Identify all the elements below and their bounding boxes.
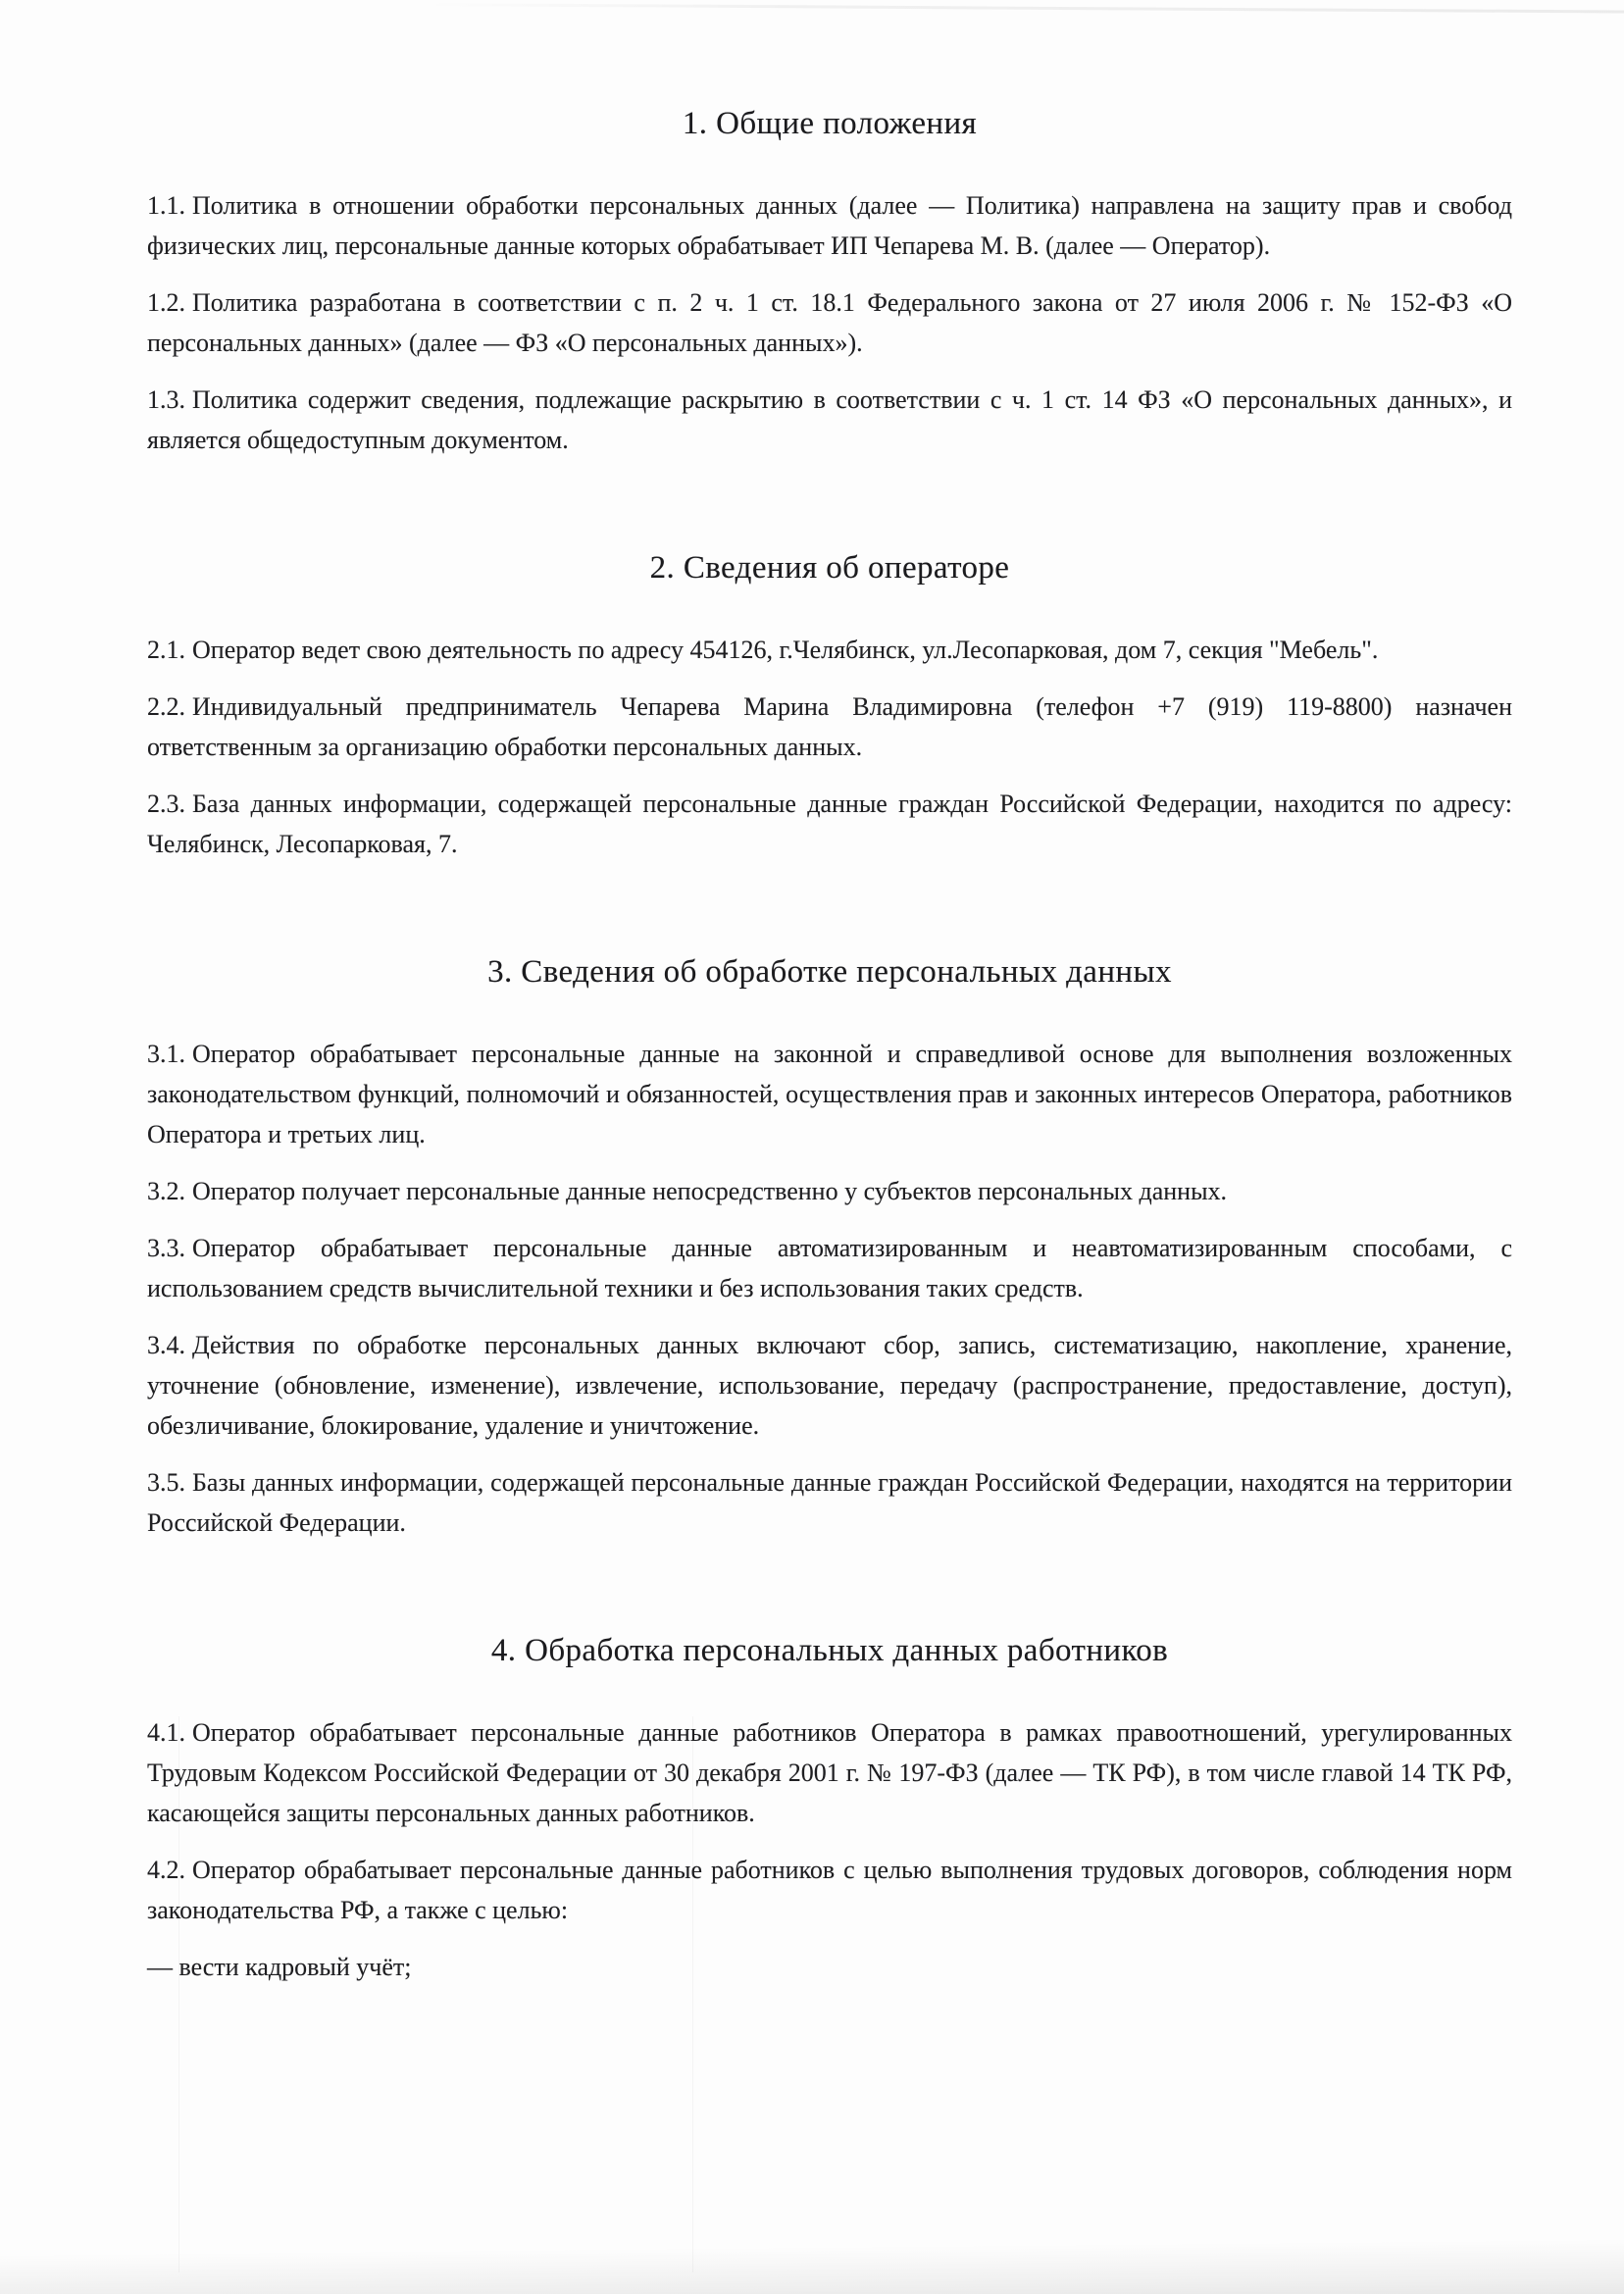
paragraph-text: Политика в отношении обработки персональных данных (далее — Политика) направлена на защиту прав и свобод физических лиц, персональные данные которых обрабатывает ИП Чепарева М. В. (далее — Оператор). [147,191,1512,260]
paragraph-text: Оператор обрабатывает персональные данные автоматизированным и неавтоматизированным способами, с использованием средств вычислительной техники и без использования таких средств. [147,1234,1512,1302]
paragraph [147,1171,1512,1211]
paragraph-text: Оператор обрабатывает персональные данные работников с целью выполнения трудовых договоров, соблюдения норм законодательства РФ, а также с целью: [147,1856,1512,1924]
section-heading: 2. Сведения об операторе [649,550,1010,586]
paragraph-number: 4.1. [147,1718,185,1747]
paragraph [147,1850,1512,1930]
paragraph-number: 3.3. [147,1234,185,1262]
paragraph [147,282,1512,363]
paragraph [147,185,1512,266]
scan-crease-line [692,1716,693,2272]
paragraph-text: Базы данных информации, содержащей персональные данные граждан Российской Федерации, находятся на территории Российской Федерации. [147,1468,1512,1537]
document-section [147,550,1512,864]
paragraph [147,630,1512,670]
paragraph-number: 4.2. [147,1856,185,1884]
paragraph-number: 1.2. [147,288,185,317]
paragraph-text: — вести кадровый учёт; [147,1953,412,1981]
document-section [147,1633,1512,1987]
paragraph-number: 1.1. [147,191,185,220]
paragraph [147,687,1512,767]
paragraph-text: Оператор обрабатывает персональные данные на законной и справедливой основе для выполнения возложенных законодательством функций, полномочий и обязанностей, осуществления прав и законных интересов Оператора, работников Оператора и третьих лиц. [147,1040,1512,1148]
document-section [147,954,1512,1543]
document-content [147,94,1512,2004]
paragraph-number: 3.1. [147,1040,185,1068]
paragraph-text: Оператор обрабатывает персональные данные работников Оператора в рамках правоотношений, урегулированных Трудовым Кодексом Российской Федерации от 30 декабря 2001 г. № 197-ФЗ (далее — ТК РФ), в том числе главой 14 ТК РФ, касающейся защиты персональных данных работников. [147,1718,1512,1827]
paragraph-number: 2.3. [147,790,185,818]
paragraph [147,1228,1512,1308]
paragraph-number: 3.5. [147,1468,185,1497]
paragraph-number: 1.3. [147,385,185,414]
paragraph-text: Оператор ведет свою деятельность по адресу 454126, г.Челябинск, ул.Лесопарковая, дом 7, секция "Мебель". [192,636,1379,664]
paragraph [147,380,1512,460]
paragraph-text: Оператор получает персональные данные непосредственно у субъектов персональных данных. [192,1177,1228,1205]
paragraph [147,1947,1512,1987]
paragraph [147,1462,1512,1543]
paragraph [147,1034,1512,1154]
paragraph-text: Индивидуальный предприниматель Чепарева Марина Владимировна (телефон +7 (919) 119-8800) назначен ответственным за организацию обработки персональных данных. [147,692,1512,761]
paragraph-text: База данных информации, содержащей персональные данные граждан Российской Федерации, находится по адресу: Челябинск, Лесопарковая, 7. [147,790,1512,858]
scan-crease-line [178,1716,179,2272]
paragraph-number: 2.1. [147,636,185,664]
scan-top-edge-artifact [422,3,1624,14]
paragraph-number: 3.4. [147,1331,185,1359]
paragraph [147,1712,1512,1833]
document-section [147,106,1512,460]
section-heading: 3. Сведения об обработке персональных данных [487,954,1172,990]
paragraph-text: Политика разработана в соответствии с п. 2 ч. 1 ст. 18.1 Федерального закона от 27 июля 2006 г. № 152-ФЗ «О персональных данных» (далее — ФЗ «О персональных данных»). [147,288,1512,357]
paragraph [147,784,1512,864]
section-heading: 4. Обработка персональных данных работников [490,1633,1169,1668]
paragraph-number: 2.2. [147,692,185,721]
paragraph-text: Действия по обработке персональных данных включают сбор, запись, систематизацию, накопление, хранение, уточнение (обновление, изменение), извлечение, использование, передачу (распространение, предоставление, доступ), обезличивание, блокирование, удаление и уничтожение. [147,1331,1512,1440]
scan-bottom-shadow [0,2239,1624,2294]
paragraph-text: Политика содержит сведения, подлежащие раскрытию в соответствии с ч. 1 ст. 14 ФЗ «О персональных данных», и является общедоступным документом. [147,385,1512,454]
section-heading: 1. Общие положения [682,106,978,141]
paragraph [147,1325,1512,1446]
paragraph-number: 3.2. [147,1177,185,1205]
